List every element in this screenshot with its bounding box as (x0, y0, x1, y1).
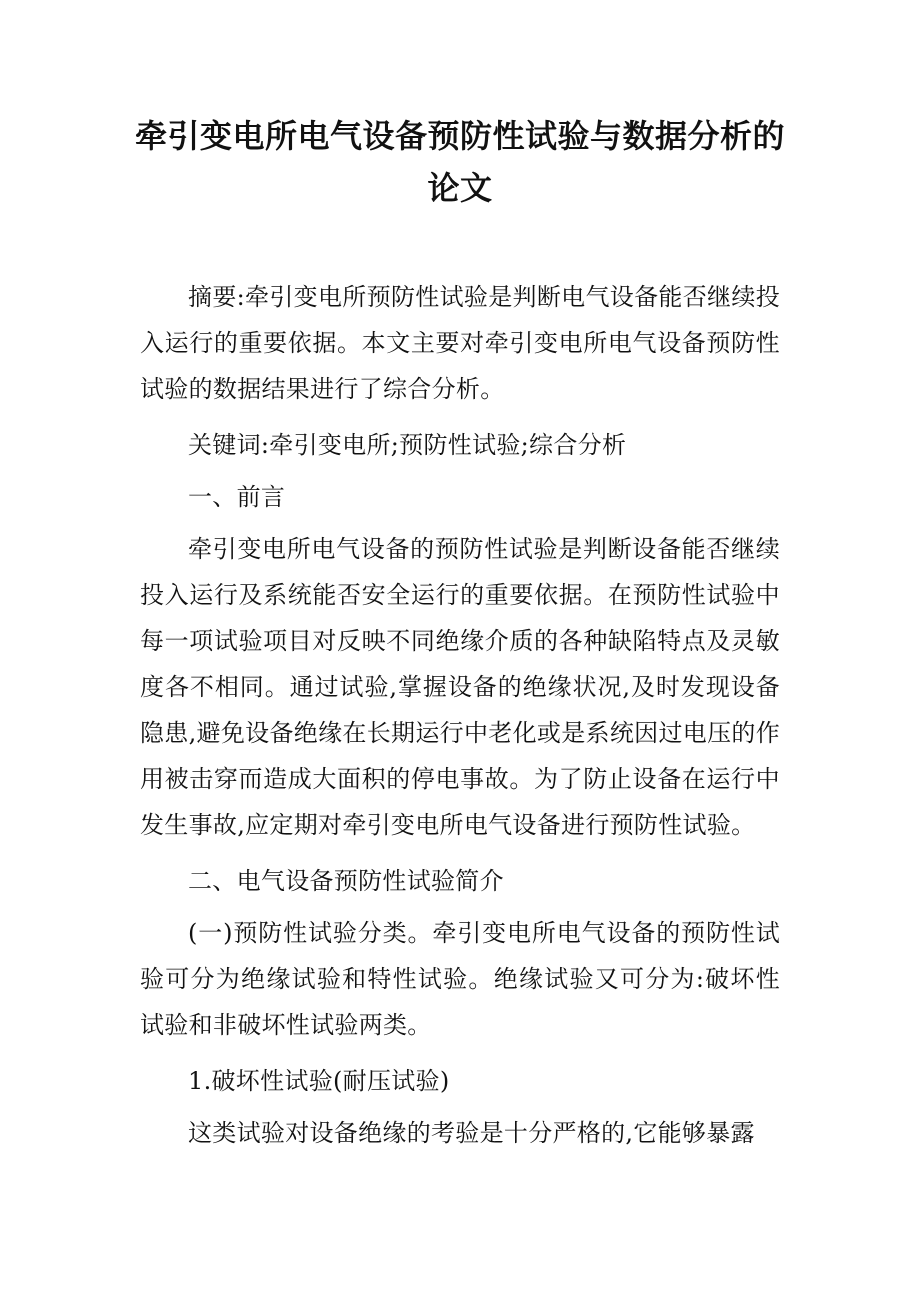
abstract-paragraph: 摘要:牵引变电所预防性试验是判断电气设备能否继续投入运行的重要依据。本文主要对牵引变电所电气设备预防性试验的数据结果进行了综合分析。 (140, 283, 780, 403)
destructive-test-paragraph: 这类试验对设备绝缘的考验是十分严格的,它能够暴露 (188, 1119, 755, 1147)
introduction-paragraph: 牵引变电所电气设备的预防性试验是判断设备能否继续投入运行及系统能否安全运行的重要依据。在预防性试验中每一项试验项目对反映不同绝缘介质的各种缺陷特点及灵敏度各不相同。通过试验,掌握设备的绝缘状况,及时发现设备隐患,避免设备绝缘在长期运行中老化或是系统因过电压的作用被击穿而造成大面积的停电事故。为了防止设备在运行中发生事故,应定期对牵引变电所电气设备进行预防性试验。 (140, 535, 780, 839)
keywords-paragraph: 关键词:牵引变电所;预防性试验;综合分析 (188, 431, 627, 459)
section-heading-overview: 二、电气设备预防性试验简介 (188, 867, 504, 895)
document-title: 牵引变电所电气设备预防性试验与数据分析的论文 (134, 117, 785, 207)
section-heading-introduction: 一、前言 (188, 483, 286, 511)
classification-paragraph: (一)预防性试验分类。牵引变电所电气设备的预防性试验可分为绝缘试验和特性试验。绝缘试验又可分为:破坏性试验和非破坏性试验两类。 (140, 919, 780, 1039)
subsection-heading-destructive-test: 1.破坏性试验(耐压试验) (188, 1067, 450, 1095)
document-body (140, 274, 780, 1166)
